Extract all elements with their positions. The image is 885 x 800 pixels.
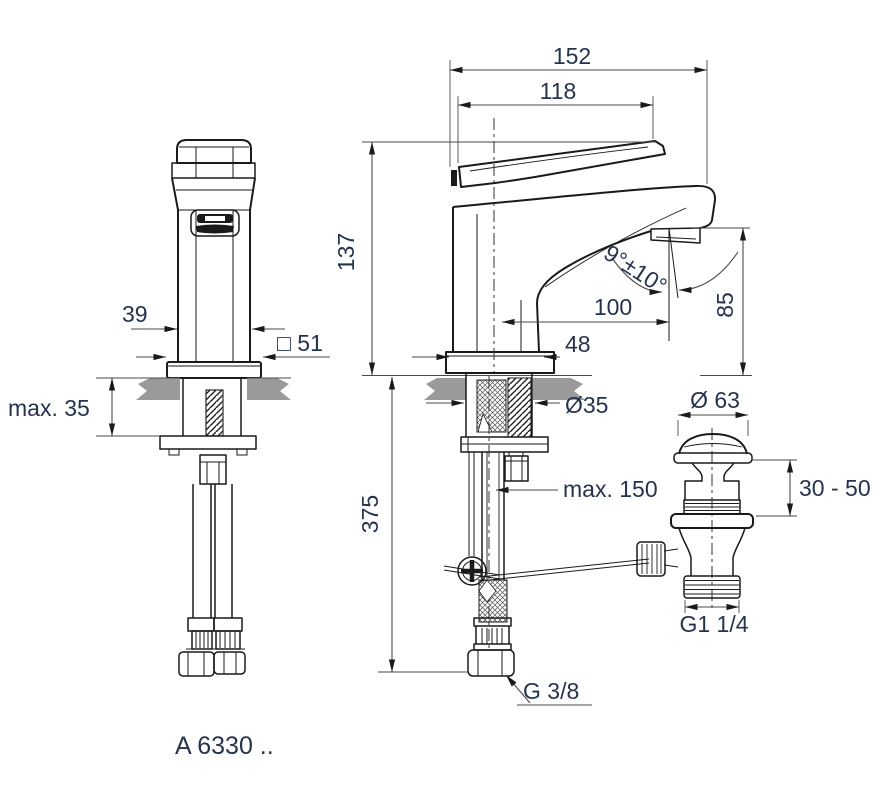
side-shank-thread xyxy=(508,378,531,437)
drain-body xyxy=(637,428,753,610)
dim-g38-label: G 3/8 xyxy=(523,678,580,704)
dim-118-label: 118 xyxy=(539,78,577,104)
front-supply-hoses xyxy=(193,484,232,618)
front-threaded-rod xyxy=(206,390,223,436)
product-code: A 6330 .. xyxy=(175,732,274,760)
dim-375-label: 375 xyxy=(357,494,383,534)
dim-square-51-label: □ 51 xyxy=(277,330,323,356)
side-view xyxy=(333,43,752,705)
front-faucet-body xyxy=(167,140,261,378)
front-counter-section xyxy=(96,378,291,400)
dim-hole-35-label: Ø35 xyxy=(565,392,609,418)
side-spout-outlet xyxy=(651,228,700,243)
drain-plug-cap xyxy=(679,434,747,454)
dim-48-label: 48 xyxy=(565,331,591,357)
front-dimensions xyxy=(8,301,330,436)
side-base xyxy=(446,352,554,373)
side-mounting-nut xyxy=(505,456,528,481)
front-view xyxy=(8,140,330,676)
drain-assembly xyxy=(637,387,871,637)
dim-100-label: 100 xyxy=(593,294,633,320)
front-base-plate xyxy=(167,362,261,378)
dim-152-label: 152 xyxy=(552,43,592,69)
dim-max-150-label: max. 150 xyxy=(563,476,658,502)
front-mounting-washer xyxy=(160,436,256,449)
side-handle-lever xyxy=(459,141,665,187)
drain-dimensions xyxy=(678,387,871,637)
side-under-counter xyxy=(378,373,649,676)
side-supply-hose xyxy=(482,452,504,580)
dim-30-50-label: 30 - 50 xyxy=(799,475,871,501)
dim-39-label: 39 xyxy=(122,301,148,327)
popup-rod-vertical xyxy=(469,452,474,556)
front-hose-fitting xyxy=(200,455,226,484)
dim-angle-label: 9°±10° xyxy=(599,239,672,299)
dim-max-35-label: max. 35 xyxy=(8,395,90,421)
side-hose-nut xyxy=(468,650,514,676)
front-under-counter xyxy=(160,378,256,676)
popup-rod-diagonal xyxy=(480,559,649,581)
front-hose-nut-right xyxy=(214,652,245,674)
front-hose-nut-left xyxy=(179,652,214,676)
dim-g114-label: G1 1/4 xyxy=(679,611,749,637)
dim-85-label: 85 xyxy=(712,292,738,318)
dim-63-label: Ø 63 xyxy=(690,387,740,413)
dim-137-label: 137 xyxy=(333,232,359,272)
